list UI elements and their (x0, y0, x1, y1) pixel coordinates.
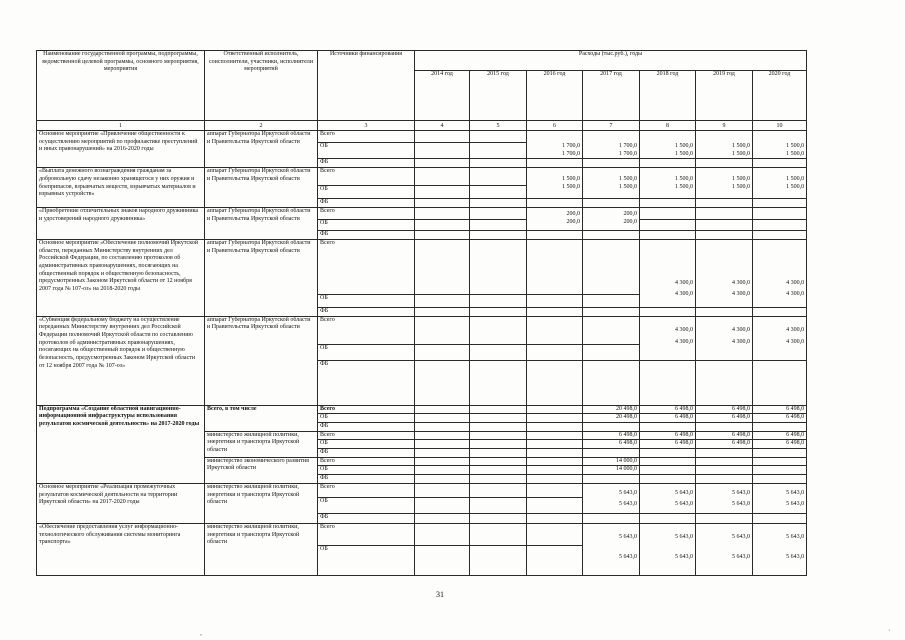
header-year: 2016 год (527, 71, 583, 121)
source-cell: ОБ (318, 440, 415, 449)
value-cell: 1 500,0 1 500,0 (640, 131, 696, 159)
column-number: 2 (205, 121, 318, 131)
value-cell: 14 000,0 (583, 457, 640, 466)
row-executor: аппарат Губернатора Иркутской области и Правительства Иркутской области (205, 239, 318, 316)
row-name: «Субвенция федеральному бюджету на осуществление переданных Министерству внутренних дел Российской Федерации полномочий Иркутской области по составлению протоколов об административных правонарушениях, посягающих на общественный порядок и общественную безопасность, предусмотренных Законом Иркутской области от 12 ноября 2007 года № 107-оз» (37, 316, 205, 405)
header-source: Источники финансирования (318, 51, 415, 121)
header-name: Наименование государственной программы, подпрограммы, ведомственной целевой программы, основного мероприятия, мероприятия (37, 51, 205, 121)
value-cell: 6 498,0 (753, 440, 807, 449)
value-cell: 1 500,0 1 500,0 (527, 168, 583, 199)
column-number: 9 (696, 121, 753, 131)
header-executor: Ответственный исполнитель, соисполнители, участники, исполнители мероприятий (205, 51, 318, 121)
source-cell: ОБ (318, 344, 415, 360)
value-cell: 4 300,0 4 300,0 (640, 239, 696, 307)
value-cell: 1 500,0 1 500,0 (583, 168, 640, 199)
value-cell: 1 700,0 1 700,0 (583, 131, 640, 159)
scan-mark: · (888, 626, 891, 635)
value-cell: 5 643,0 5 643,0 (696, 483, 753, 513)
value-cell: 6 498,0 (753, 431, 807, 440)
value-cell: 200,0 200,0 (583, 208, 640, 231)
value-cell: 6 498,0 (696, 440, 753, 449)
source-cell: Всего (318, 208, 415, 220)
value-cell: 1 500,0 1 500,0 (696, 168, 753, 199)
value-cell: 5 643,0 5 643,0 (583, 483, 640, 513)
source-cell: Всего (318, 168, 415, 186)
header-year: 2019 год (696, 71, 753, 121)
value-cell: 1 700,0 1 700,0 (527, 131, 583, 159)
value-cell: 6 498,0 (696, 414, 753, 423)
scan-mark: , (200, 628, 202, 637)
header-year: 2018 год (640, 71, 696, 121)
row-name: Подпрограмма «Создание областной навигационно-информационной инфраструктуры использования результатов космической деятельности» на 2017-2020 годы (37, 405, 205, 483)
row-name: Основное мероприятие «Реализация промежуточных результатов космической деятельности на территории Иркутской области» на 2017-2020 годы (37, 483, 205, 523)
row-name: «Выплата денежного вознаграждения гражданам за добровольную сдачу незаконно хранящегося у них оружия и боеприпасов, взрывчатых веществ, взрывчатых материалов и взрывных устройств» (37, 168, 205, 208)
source-cell: Всего (318, 239, 415, 294)
column-number: 1 (37, 121, 205, 131)
row-executor: аппарат Губернатора Иркутской области и Правительства Иркутской области (205, 208, 318, 240)
value-cell: 6 498,0 (753, 414, 807, 423)
column-number: 7 (583, 121, 640, 131)
row-name: «Обеспечение предоставления услуг информационно-технологического обслуживания системы мониторинга транспорта» (37, 523, 205, 575)
row-executor: Всего, в том числе (205, 405, 318, 431)
source-cell: ОБ (318, 186, 415, 199)
row-executor: аппарат Губернатора Иркутской области и Правительства Иркутской области (205, 168, 318, 208)
page-number: 31 (436, 590, 444, 599)
value-cell: 20 498,0 (583, 414, 640, 423)
value-cell: 4 300,0 4 300,0 (696, 316, 753, 360)
row-executor: министерство жилищной политики, энергетики и транспорта Иркутской области (205, 523, 318, 575)
value-cell: 20 498,0 (583, 405, 640, 414)
row-name: Основное мероприятие «Привлечение общественности к осуществлению мероприятий по профилактике преступлений и иных правонарушений» на 2016-2020 годы (37, 131, 205, 168)
value-cell: 1 500,0 1 500,0 (753, 168, 807, 199)
value-cell: 5 643,0 5 643,0 (640, 483, 696, 513)
value-cell: 6 498,0 (640, 405, 696, 414)
value-cell: 1 500,0 1 500,0 (640, 168, 696, 199)
header-year: 2014 год (415, 71, 470, 121)
value-cell: 4 300,0 4 300,0 (640, 316, 696, 360)
column-number: 10 (753, 121, 807, 131)
source-cell: Всего (318, 316, 415, 344)
value-cell: 4 300,0 4 300,0 (696, 239, 753, 307)
source-cell: ОБ (318, 414, 415, 423)
source-cell: ОБ (318, 143, 415, 159)
value-cell: 6 498,0 (583, 440, 640, 449)
row-executor: аппарат Губернатора Иркутской области и Правительства Иркутской области (205, 316, 318, 405)
column-number: 3 (318, 121, 415, 131)
column-number: 6 (527, 121, 583, 131)
source-cell: Всего (318, 405, 415, 414)
source-cell: Всего (318, 431, 415, 440)
value-cell: 4 300,0 4 300,0 (753, 316, 807, 360)
value-cell: 200,0 200,0 (527, 208, 583, 231)
source-cell: ОБ (318, 294, 415, 307)
row-name: Основное мероприятие «Обеспечение полномочий Иркутской области, переданных Министерству внутренних дел Российской Федерации, по составлению протоколов об административных правонарушениях, посягающих на общественный порядок и общественную безопасность, предусмотренных Законом Иркутской области от 12 ноября 2007 года № 107-оз» на 2018-2020 годы (37, 239, 205, 316)
value-cell: 5 643,0 5 643,0 (753, 483, 807, 513)
source-cell: ОБ (318, 220, 415, 231)
source-cell: ОБ (318, 497, 415, 513)
value-cell: 5 643,0 5 643,0 (640, 523, 696, 575)
value-cell: 6 498,0 (583, 431, 640, 440)
source-cell: ФБ (318, 449, 415, 458)
row-name: «Приобретение отличительных знаков народного дружинника и удостоверений народного дружинника» (37, 208, 205, 240)
source-cell: Всего (318, 131, 415, 143)
source-cell: ФБ (318, 475, 415, 484)
value-cell: 6 498,0 (696, 405, 753, 414)
header-year: 2015 год (470, 71, 527, 121)
source-cell: Всего (318, 523, 415, 545)
value-cell: 5 643,0 5 643,0 (696, 523, 753, 575)
header-year: 2020 год (753, 71, 807, 121)
value-cell: 6 498,0 (640, 440, 696, 449)
value-cell: 4 300,0 4 300,0 (753, 239, 807, 307)
value-cell: 6 498,0 (640, 431, 696, 440)
column-number: 8 (640, 121, 696, 131)
value-cell: 6 498,0 (696, 431, 753, 440)
row-executor: аппарат Губернатора Иркутской области и Правительства Иркутской области (205, 131, 318, 168)
header-expenses: Расходы (тыс.руб.), годы (415, 51, 807, 71)
value-cell: 6 498,0 (640, 414, 696, 423)
source-cell: ФБ (318, 513, 415, 523)
column-number: 4 (415, 121, 470, 131)
value-cell: 6 498,0 (753, 405, 807, 414)
value-cell: 14 000,0 (583, 466, 640, 475)
source-cell: ФБ (318, 199, 415, 208)
source-cell: Всего (318, 483, 415, 497)
source-cell: ФБ (318, 307, 415, 316)
row-executor: министерство жилищной политики, энергетики и транспорта Иркутской области (205, 483, 318, 523)
value-cell: 5 643,0 5 643,0 (753, 523, 807, 575)
budget-table (36, 50, 807, 576)
value-cell: 1 500,0 1 500,0 (753, 131, 807, 159)
source-cell: ФБ (318, 422, 415, 431)
source-cell: ОБ (318, 545, 415, 575)
value-cell: 5 643,0 5 643,0 (583, 523, 640, 575)
column-number: 5 (470, 121, 527, 131)
source-cell: ФБ (318, 231, 415, 240)
source-cell: ФБ (318, 360, 415, 405)
value-cell: 1 500,0 1 500,0 (696, 131, 753, 159)
source-cell: Всего (318, 457, 415, 466)
row-executor: министерство экономического развития Иркутской области (205, 457, 318, 483)
header-year: 2017 год (583, 71, 640, 121)
row-executor: министерство жилищной политики, энергетики и транспорта Иркутской области (205, 431, 318, 457)
source-cell: ФБ (318, 159, 415, 168)
source-cell: ОБ (318, 466, 415, 475)
